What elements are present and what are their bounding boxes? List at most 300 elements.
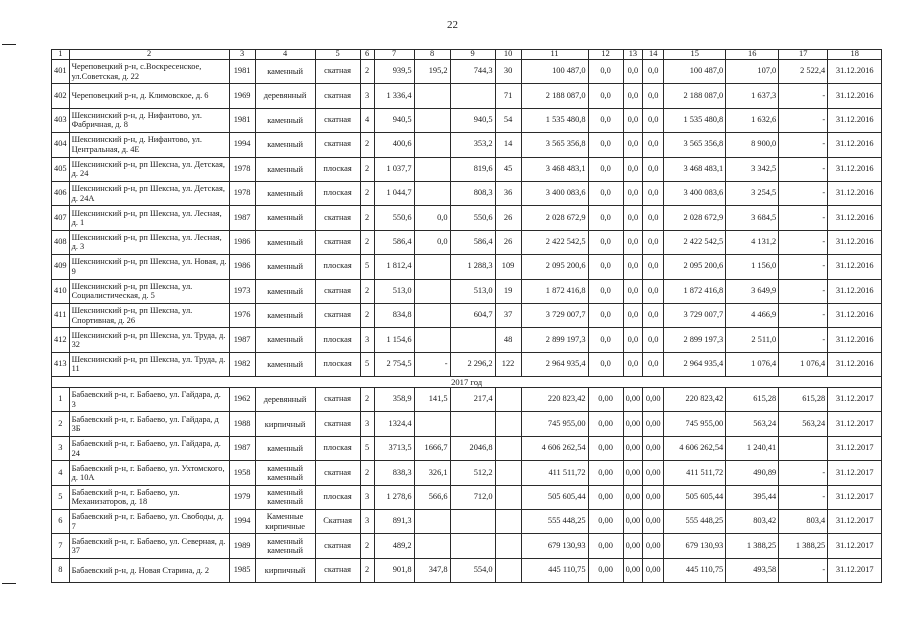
cost-total-cell: 3 400 083,6 bbox=[521, 181, 588, 205]
deadline-cell: 31.12.2016 bbox=[828, 206, 882, 230]
cost-col12-cell: 0,0 bbox=[588, 84, 623, 108]
deadline-cell: 31.12.2016 bbox=[828, 157, 882, 181]
cost-per-m2-cell: 3 254,5 bbox=[726, 181, 779, 205]
column-header: 8 bbox=[414, 50, 450, 60]
residents-cell bbox=[495, 388, 521, 412]
area-col9-cell: 940,5 bbox=[450, 108, 495, 132]
floors-cell: 3 bbox=[360, 412, 374, 436]
total-area-cell: 838,3 bbox=[374, 461, 414, 485]
floors-cell: 2 bbox=[360, 303, 374, 327]
cost-col12-cell: 0,00 bbox=[588, 436, 623, 460]
cost-col15-cell: 555 448,25 bbox=[664, 510, 726, 534]
row-number-cell: 407 bbox=[52, 206, 70, 230]
wall-material-cell: каменный каменный bbox=[255, 461, 315, 485]
cost-col13-cell: 0,00 bbox=[623, 461, 643, 485]
residents-cell: 122 bbox=[495, 352, 521, 376]
address-cell: Бабаевский р-н, г. Бабаево, ул. Свободы, д. 7 bbox=[69, 510, 229, 534]
cost-per-m2-cell: 3 649,9 bbox=[726, 279, 779, 303]
limit-cost-cell: - bbox=[779, 181, 828, 205]
column-header: 6 bbox=[360, 50, 374, 60]
cost-per-m2-cell: 107,0 bbox=[726, 60, 779, 84]
residents-cell: 45 bbox=[495, 157, 521, 181]
roof-type-cell: плоская bbox=[315, 352, 360, 376]
cost-total-cell: 3 729 007,7 bbox=[521, 303, 588, 327]
area-col8-cell: 0,0 bbox=[414, 206, 450, 230]
address-cell: Шекснинский р-н, рп Шексна, ул. Лесная, д. 1 bbox=[69, 206, 229, 230]
wall-material-cell: кирпичный bbox=[255, 412, 315, 436]
build-year-cell: 1978 bbox=[229, 181, 255, 205]
floors-cell: 5 bbox=[360, 255, 374, 279]
area-col8-cell bbox=[414, 181, 450, 205]
roof-type-cell: скатная bbox=[315, 108, 360, 132]
build-year-cell: 1987 bbox=[229, 206, 255, 230]
build-year-cell: 1979 bbox=[229, 485, 255, 509]
cost-col13-cell: 0,0 bbox=[623, 255, 643, 279]
address-cell: Шекснинский р-н, рп Шексна, ул. Труда, д. 11 bbox=[69, 352, 229, 376]
area-col9-cell: 819,6 bbox=[450, 157, 495, 181]
deadline-cell: 31.12.2016 bbox=[828, 133, 882, 157]
area-col8-cell bbox=[414, 328, 450, 352]
roof-type-cell: скатная bbox=[315, 84, 360, 108]
cost-col13-cell: 0,00 bbox=[623, 485, 643, 509]
roof-type-cell: скатная bbox=[315, 279, 360, 303]
residents-cell bbox=[495, 558, 521, 582]
address-cell: Шекснинский р-н, рп Шексна, ул. Социалистическая, д. 5 bbox=[69, 279, 229, 303]
row-number-cell: 411 bbox=[52, 303, 70, 327]
cost-col15-cell: 411 511,72 bbox=[664, 461, 726, 485]
cost-col15-cell: 3 400 083,6 bbox=[664, 181, 726, 205]
table-row bbox=[52, 108, 882, 132]
table-row bbox=[52, 303, 882, 327]
cost-col12-cell: 0,0 bbox=[588, 352, 623, 376]
cost-col12-cell: 0,0 bbox=[588, 328, 623, 352]
address-cell: Шекснинский р-н, рп Шексна, ул. Спортивная, д. 26 bbox=[69, 303, 229, 327]
wall-material-cell: каменный bbox=[255, 352, 315, 376]
total-area-cell: 1 154,6 bbox=[374, 328, 414, 352]
limit-cost-cell: - bbox=[779, 485, 828, 509]
address-cell: Бабаевский р-н, г. Бабаево, ул. Ухтомского, д. 10А bbox=[69, 461, 229, 485]
cost-col15-cell: 2 899 197,3 bbox=[664, 328, 726, 352]
cost-col14-cell: 0,00 bbox=[643, 412, 664, 436]
wall-material-cell: каменный bbox=[255, 230, 315, 254]
column-header: 13 bbox=[623, 50, 643, 60]
limit-cost-cell: - bbox=[779, 108, 828, 132]
area-col8-cell bbox=[414, 534, 450, 558]
limit-cost-cell: - bbox=[779, 303, 828, 327]
total-area-cell: 489,2 bbox=[374, 534, 414, 558]
cost-per-m2-cell: 490,89 bbox=[726, 461, 779, 485]
roof-type-cell: плоская bbox=[315, 181, 360, 205]
cost-col15-cell: 3 729 007,7 bbox=[664, 303, 726, 327]
area-col8-cell: 0,0 bbox=[414, 230, 450, 254]
residents-cell: 71 bbox=[495, 84, 521, 108]
address-cell: Шекснинский р-н, рп Шексна, ул. Лесная, д. 3 bbox=[69, 230, 229, 254]
residents-cell bbox=[495, 436, 521, 460]
address-cell: Шекснинский р-н, д. Нифантово, ул. Фабричная, д. 8 bbox=[69, 108, 229, 132]
limit-cost-cell: - bbox=[779, 461, 828, 485]
limit-cost-cell: 2 522,4 bbox=[779, 60, 828, 84]
cost-col12-cell: 0,00 bbox=[588, 558, 623, 582]
area-col9-cell: 512,2 bbox=[450, 461, 495, 485]
area-col8-cell bbox=[414, 133, 450, 157]
area-col9-cell: 712,0 bbox=[450, 485, 495, 509]
area-col9-cell bbox=[450, 84, 495, 108]
limit-cost-cell: 1 388,25 bbox=[779, 534, 828, 558]
build-year-cell: 1986 bbox=[229, 255, 255, 279]
residents-cell bbox=[495, 485, 521, 509]
table-row bbox=[52, 461, 882, 485]
column-header: 3 bbox=[229, 50, 255, 60]
wall-material-cell: каменный bbox=[255, 328, 315, 352]
cost-per-m2-cell: 1 637,3 bbox=[726, 84, 779, 108]
deadline-cell: 31.12.2017 bbox=[828, 436, 882, 460]
cost-col13-cell: 0,0 bbox=[623, 230, 643, 254]
roof-type-cell: скатная bbox=[315, 461, 360, 485]
wall-material-cell: каменный каменный bbox=[255, 534, 315, 558]
total-area-cell: 586,4 bbox=[374, 230, 414, 254]
build-year-cell: 1976 bbox=[229, 303, 255, 327]
wall-material-cell: кирпичный bbox=[255, 558, 315, 582]
deadline-cell: 31.12.2016 bbox=[828, 255, 882, 279]
area-col8-cell bbox=[414, 510, 450, 534]
housing-register-table bbox=[51, 49, 882, 583]
wall-material-cell: Каменные кирпичные bbox=[255, 510, 315, 534]
cost-per-m2-cell: 1 632,6 bbox=[726, 108, 779, 132]
floors-cell: 2 bbox=[360, 279, 374, 303]
roof-type-cell: скатная bbox=[315, 303, 360, 327]
wall-material-cell: каменный bbox=[255, 255, 315, 279]
address-cell: Бабаевский р-н, г. Бабаево, ул. Гайдара, д. 3 bbox=[69, 388, 229, 412]
area-col9-cell: 554,0 bbox=[450, 558, 495, 582]
cost-col13-cell: 0,0 bbox=[623, 181, 643, 205]
floors-cell: 2 bbox=[360, 388, 374, 412]
cost-col12-cell: 0,00 bbox=[588, 388, 623, 412]
row-number-cell: 403 bbox=[52, 108, 70, 132]
build-year-cell: 1981 bbox=[229, 108, 255, 132]
total-area-cell: 940,5 bbox=[374, 108, 414, 132]
wall-material-cell: каменный bbox=[255, 60, 315, 84]
build-year-cell: 1962 bbox=[229, 388, 255, 412]
year-heading: 2017 год bbox=[52, 377, 882, 388]
cost-total-cell: 445 110,75 bbox=[521, 558, 588, 582]
floors-cell: 2 bbox=[360, 133, 374, 157]
wall-material-cell: каменный bbox=[255, 108, 315, 132]
address-cell: Шекснинский р-н, рп Шексна, ул. Детская, д. 24 bbox=[69, 157, 229, 181]
wall-material-cell: каменный bbox=[255, 303, 315, 327]
cost-total-cell: 2 188 087,0 bbox=[521, 84, 588, 108]
cost-total-cell: 3 565 356,8 bbox=[521, 133, 588, 157]
cost-col14-cell: 0,00 bbox=[643, 485, 664, 509]
area-col8-cell: 1666,7 bbox=[414, 436, 450, 460]
table-row bbox=[52, 230, 882, 254]
total-area-cell: 1324,4 bbox=[374, 412, 414, 436]
row-number-cell: 4 bbox=[52, 461, 70, 485]
row-number-cell: 409 bbox=[52, 255, 70, 279]
roof-type-cell: Скатная bbox=[315, 510, 360, 534]
cost-per-m2-cell: 4 466,9 bbox=[726, 303, 779, 327]
area-col8-cell bbox=[414, 279, 450, 303]
roof-type-cell: скатная bbox=[315, 558, 360, 582]
cost-col12-cell: 0,0 bbox=[588, 303, 623, 327]
cost-col14-cell: 0,0 bbox=[643, 230, 664, 254]
row-number-cell: 412 bbox=[52, 328, 70, 352]
wall-material-cell: каменный bbox=[255, 181, 315, 205]
address-cell: Череповецкий р-н, с.Воскресенское, ул.Советская, д. 22 bbox=[69, 60, 229, 84]
cost-total-cell: 411 511,72 bbox=[521, 461, 588, 485]
cost-per-m2-cell: 1 388,25 bbox=[726, 534, 779, 558]
floors-cell: 3 bbox=[360, 328, 374, 352]
area-col8-cell bbox=[414, 255, 450, 279]
cost-col12-cell: 0,00 bbox=[588, 461, 623, 485]
table-row bbox=[52, 412, 882, 436]
residents-cell: 30 bbox=[495, 60, 521, 84]
cost-total-cell: 100 487,0 bbox=[521, 60, 588, 84]
limit-cost-cell: - bbox=[779, 328, 828, 352]
floors-cell: 3 bbox=[360, 485, 374, 509]
floors-cell: 2 bbox=[360, 461, 374, 485]
area-col9-cell: 586,4 bbox=[450, 230, 495, 254]
area-col8-cell: 326,1 bbox=[414, 461, 450, 485]
row-number-cell: 3 bbox=[52, 436, 70, 460]
total-area-cell: 550,6 bbox=[374, 206, 414, 230]
column-header: 2 bbox=[69, 50, 229, 60]
area-col8-cell bbox=[414, 412, 450, 436]
build-year-cell: 1994 bbox=[229, 133, 255, 157]
area-col9-cell: 550,6 bbox=[450, 206, 495, 230]
cost-col15-cell: 1 535 480,8 bbox=[664, 108, 726, 132]
total-area-cell: 513,0 bbox=[374, 279, 414, 303]
table-row bbox=[52, 352, 882, 376]
area-col9-cell: 217,4 bbox=[450, 388, 495, 412]
cost-col12-cell: 0,00 bbox=[588, 485, 623, 509]
cost-total-cell: 1 535 480,8 bbox=[521, 108, 588, 132]
margin-mark-bottom bbox=[2, 583, 16, 584]
floors-cell: 2 bbox=[360, 558, 374, 582]
table-row bbox=[52, 279, 882, 303]
build-year-cell: 1973 bbox=[229, 279, 255, 303]
cost-col13-cell: 0,0 bbox=[623, 303, 643, 327]
cost-col13-cell: 0,00 bbox=[623, 534, 643, 558]
roof-type-cell: скатная bbox=[315, 412, 360, 436]
cost-col15-cell: 2 964 935,4 bbox=[664, 352, 726, 376]
total-area-cell: 1 037,7 bbox=[374, 157, 414, 181]
cost-col13-cell: 0,0 bbox=[623, 279, 643, 303]
deadline-cell: 31.12.2017 bbox=[828, 412, 882, 436]
build-year-cell: 1981 bbox=[229, 60, 255, 84]
table-row bbox=[52, 181, 882, 205]
floors-cell: 2 bbox=[360, 60, 374, 84]
area-col8-cell: 195,2 bbox=[414, 60, 450, 84]
row-number-cell: 8 bbox=[52, 558, 70, 582]
cost-col12-cell: 0,0 bbox=[588, 60, 623, 84]
cost-col12-cell: 0,0 bbox=[588, 181, 623, 205]
cost-col15-cell: 3 468 483,1 bbox=[664, 157, 726, 181]
cost-col12-cell: 0,0 bbox=[588, 157, 623, 181]
floors-cell: 2 bbox=[360, 181, 374, 205]
table-row bbox=[52, 133, 882, 157]
deadline-cell: 31.12.2016 bbox=[828, 328, 882, 352]
row-number-cell: 404 bbox=[52, 133, 70, 157]
build-year-cell: 1989 bbox=[229, 534, 255, 558]
residents-cell: 109 bbox=[495, 255, 521, 279]
area-col8-cell bbox=[414, 157, 450, 181]
limit-cost-cell: 615,28 bbox=[779, 388, 828, 412]
limit-cost-cell: 1 076,4 bbox=[779, 352, 828, 376]
cost-per-m2-cell: 803,42 bbox=[726, 510, 779, 534]
residents-cell: 48 bbox=[495, 328, 521, 352]
total-area-cell: 1 812,4 bbox=[374, 255, 414, 279]
limit-cost-cell: - bbox=[779, 133, 828, 157]
area-col9-cell: 744,3 bbox=[450, 60, 495, 84]
cost-col14-cell: 0,0 bbox=[643, 133, 664, 157]
cost-total-cell: 2 422 542,5 bbox=[521, 230, 588, 254]
cost-col13-cell: 0,00 bbox=[623, 436, 643, 460]
limit-cost-cell: - bbox=[779, 157, 828, 181]
residents-cell: 37 bbox=[495, 303, 521, 327]
cost-per-m2-cell: 395,44 bbox=[726, 485, 779, 509]
column-header: 18 bbox=[828, 50, 882, 60]
cost-col14-cell: 0,0 bbox=[643, 328, 664, 352]
cost-col12-cell: 0,0 bbox=[588, 133, 623, 157]
cost-col13-cell: 0,0 bbox=[623, 157, 643, 181]
table-row bbox=[52, 157, 882, 181]
total-area-cell: 1 336,4 bbox=[374, 84, 414, 108]
cost-col12-cell: 0,00 bbox=[588, 412, 623, 436]
limit-cost-cell: - bbox=[779, 279, 828, 303]
residents-cell bbox=[495, 412, 521, 436]
cost-col14-cell: 0,0 bbox=[643, 60, 664, 84]
cost-col12-cell: 0,0 bbox=[588, 279, 623, 303]
cost-total-cell: 505 605,44 bbox=[521, 485, 588, 509]
cost-col14-cell: 0,0 bbox=[643, 352, 664, 376]
cost-per-m2-cell: 1 240,41 bbox=[726, 436, 779, 460]
row-number-cell: 406 bbox=[52, 181, 70, 205]
column-header: 11 bbox=[521, 50, 588, 60]
cost-col15-cell: 2 188 087,0 bbox=[664, 84, 726, 108]
build-year-cell: 1985 bbox=[229, 558, 255, 582]
cost-col12-cell: 0,00 bbox=[588, 534, 623, 558]
roof-type-cell: скатная bbox=[315, 388, 360, 412]
roof-type-cell: скатная bbox=[315, 230, 360, 254]
cost-col12-cell: 0,0 bbox=[588, 108, 623, 132]
total-area-cell: 358,9 bbox=[374, 388, 414, 412]
roof-type-cell: плоская bbox=[315, 485, 360, 509]
residents-cell bbox=[495, 510, 521, 534]
floors-cell: 5 bbox=[360, 352, 374, 376]
cost-col14-cell: 0,0 bbox=[643, 206, 664, 230]
table-row bbox=[52, 534, 882, 558]
wall-material-cell: каменный каменный bbox=[255, 485, 315, 509]
wall-material-cell: каменный bbox=[255, 133, 315, 157]
row-number-cell: 408 bbox=[52, 230, 70, 254]
total-area-cell: 939,5 bbox=[374, 60, 414, 84]
wall-material-cell: каменный bbox=[255, 436, 315, 460]
cost-per-m2-cell: 615,28 bbox=[726, 388, 779, 412]
cost-col13-cell: 0,0 bbox=[623, 108, 643, 132]
cost-col15-cell: 445 110,75 bbox=[664, 558, 726, 582]
cost-total-cell: 2 899 197,3 bbox=[521, 328, 588, 352]
area-col9-cell: 808,3 bbox=[450, 181, 495, 205]
floors-cell: 4 bbox=[360, 108, 374, 132]
cost-col15-cell: 2 422 542,5 bbox=[664, 230, 726, 254]
table-row bbox=[52, 206, 882, 230]
build-year-cell: 1969 bbox=[229, 84, 255, 108]
cost-col14-cell: 0,00 bbox=[643, 558, 664, 582]
cost-col12-cell: 0,0 bbox=[588, 230, 623, 254]
year-section-row bbox=[52, 377, 882, 388]
deadline-cell: 31.12.2017 bbox=[828, 461, 882, 485]
roof-type-cell: скатная bbox=[315, 60, 360, 84]
cost-col13-cell: 0,0 bbox=[623, 352, 643, 376]
area-col9-cell: 604,7 bbox=[450, 303, 495, 327]
residents-cell: 19 bbox=[495, 279, 521, 303]
cost-per-m2-cell: 493,58 bbox=[726, 558, 779, 582]
floors-cell: 2 bbox=[360, 157, 374, 181]
table-row bbox=[52, 60, 882, 84]
area-col9-cell: 2 296,2 bbox=[450, 352, 495, 376]
cost-col15-cell: 679 130,93 bbox=[664, 534, 726, 558]
table-row bbox=[52, 84, 882, 108]
cost-total-cell: 1 872 416,8 bbox=[521, 279, 588, 303]
roof-type-cell: плоская bbox=[315, 328, 360, 352]
wall-material-cell: деревянный bbox=[255, 388, 315, 412]
cost-col13-cell: 0,0 bbox=[623, 206, 643, 230]
roof-type-cell: плоская bbox=[315, 255, 360, 279]
area-col8-cell: 347,8 bbox=[414, 558, 450, 582]
column-header: 14 bbox=[643, 50, 664, 60]
cost-col14-cell: 0,0 bbox=[643, 157, 664, 181]
residents-cell bbox=[495, 534, 521, 558]
floors-cell: 3 bbox=[360, 84, 374, 108]
limit-cost-cell bbox=[779, 436, 828, 460]
cost-col15-cell: 2 095 200,6 bbox=[664, 255, 726, 279]
cost-per-m2-cell: 8 900,0 bbox=[726, 133, 779, 157]
build-year-cell: 1987 bbox=[229, 436, 255, 460]
deadline-cell: 31.12.2016 bbox=[828, 60, 882, 84]
cost-total-cell: 555 448,25 bbox=[521, 510, 588, 534]
floors-cell: 2 bbox=[360, 230, 374, 254]
total-area-cell: 891,3 bbox=[374, 510, 414, 534]
row-number-cell: 410 bbox=[52, 279, 70, 303]
cost-col15-cell: 3 565 356,8 bbox=[664, 133, 726, 157]
area-col9-cell bbox=[450, 534, 495, 558]
cost-col15-cell: 220 823,42 bbox=[664, 388, 726, 412]
row-number-cell: 2 bbox=[52, 412, 70, 436]
roof-type-cell: плоская bbox=[315, 157, 360, 181]
column-header: 16 bbox=[726, 50, 779, 60]
limit-cost-cell: 563,24 bbox=[779, 412, 828, 436]
address-cell: Шекснинский р-н, рп Шексна, ул. Новая, д. 9 bbox=[69, 255, 229, 279]
cost-col14-cell: 0,0 bbox=[643, 108, 664, 132]
cost-col14-cell: 0,0 bbox=[643, 303, 664, 327]
address-cell: Шекснинский р-н, рп Шексна, ул. Детская, д. 24А bbox=[69, 181, 229, 205]
cost-col14-cell: 0,0 bbox=[643, 279, 664, 303]
cost-col12-cell: 0,0 bbox=[588, 206, 623, 230]
total-area-cell: 2 754,5 bbox=[374, 352, 414, 376]
wall-material-cell: каменный bbox=[255, 157, 315, 181]
deadline-cell: 31.12.2016 bbox=[828, 230, 882, 254]
address-cell: Бабаевский р-н, г. Бабаево, ул. Северная, д. 37 bbox=[69, 534, 229, 558]
cost-per-m2-cell: 3 342,5 bbox=[726, 157, 779, 181]
cost-col15-cell: 2 028 672,9 bbox=[664, 206, 726, 230]
area-col8-cell bbox=[414, 84, 450, 108]
cost-col13-cell: 0,0 bbox=[623, 328, 643, 352]
address-cell: Череповецкий р-н, д. Климовское, д. 6 bbox=[69, 84, 229, 108]
total-area-cell: 3713,5 bbox=[374, 436, 414, 460]
cost-per-m2-cell: 1 156,0 bbox=[726, 255, 779, 279]
build-year-cell: 1982 bbox=[229, 352, 255, 376]
area-col9-cell: 1 288,3 bbox=[450, 255, 495, 279]
